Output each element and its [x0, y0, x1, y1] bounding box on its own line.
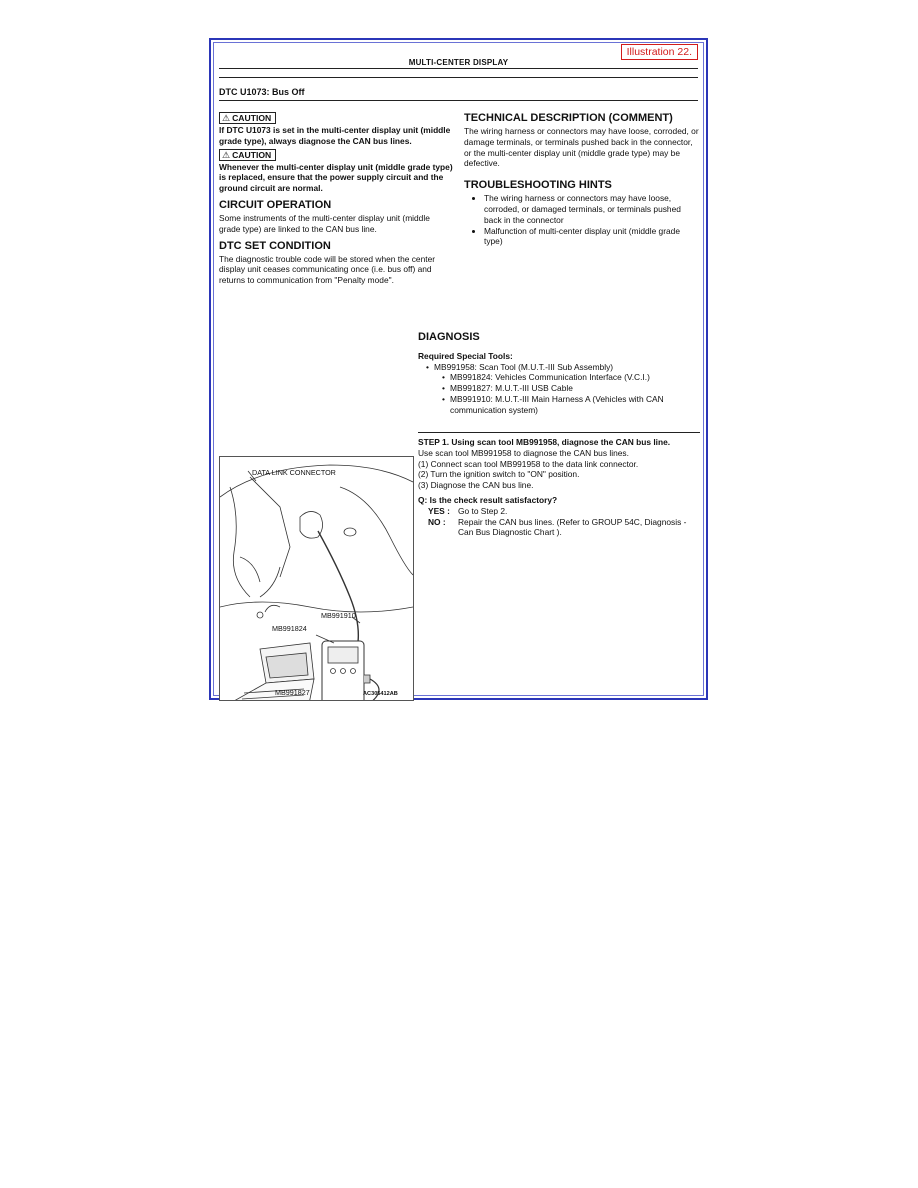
list-item: • MB991824: Vehicles Communication Interface (V.C.I.)	[450, 372, 700, 383]
yes-label: YES :	[428, 505, 450, 516]
step-1-title: STEP 1. Using scan tool MB991958, diagnose the CAN bus line.	[418, 437, 671, 447]
technical-description-text: The wiring harness or connectors may have loose, corroded, or damage terminals, or terminals pushed back in the connector, or the multi-center display unit (middle grade type) may be defective.	[464, 126, 699, 169]
caution-label-2: ⚠ CAUTION	[219, 149, 276, 161]
diagnosis-section	[418, 332, 700, 416]
step-1-substep: (2) Turn the ignition switch to "ON" position.	[418, 469, 580, 480]
right-column	[464, 112, 700, 247]
scan-tool-connection-figure	[219, 456, 414, 701]
document-frame	[209, 38, 708, 700]
troubleshooting-hints-list	[464, 193, 700, 247]
vci-screen	[328, 647, 358, 663]
step-1-question: Q: Is the check result satisfactory?	[418, 494, 558, 505]
main-harness-cable	[318, 531, 358, 642]
dtc-set-condition-text: The diagnostic trouble code will be stored when the center display unit ceases communicating once (i.e. bus off) and returns to communication from "Penalty mode".	[219, 253, 436, 286]
step-1-block	[418, 432, 700, 538]
trim-line	[340, 487, 413, 575]
steering-column-line	[250, 477, 290, 577]
troubleshooting-hints-heading: TROUBLESHOOTING HINTS	[464, 179, 612, 192]
mb991910-label: MB991910	[321, 611, 356, 620]
yes-text: Go to Step 2.	[458, 505, 508, 516]
list-item: • MB991958: Scan Tool (M.U.T.-III Sub Assembly) • MB991824: Vehicles Communication Interface (V.C.I.) • MB991827: M.U.T.-III USB Cable • MB991910: M.U.T.-III Main Harness A (Vehicles with CAN communication system)	[434, 362, 700, 416]
title-rule	[219, 100, 698, 101]
required-tools-label: Required Special Tools:	[418, 350, 513, 361]
circuit-operation-text: Some instruments of the multi-center display unit (middle grade type) are linked to the CAN bus line.	[219, 212, 430, 234]
technical-description-heading: TECHNICAL DESCRIPTION (COMMENT)	[464, 112, 673, 124]
list-item: • The wiring harness or connectors may have loose, corroded, or damaged terminals, or terminals pushed back in the connector	[484, 193, 700, 225]
list-item: • Malfunction of multi-center display unit (middle grade type)	[484, 226, 700, 248]
caution-label-1: ⚠ CAUTION	[219, 112, 276, 124]
section-title: MULTI-CENTER DISPLAY	[408, 58, 509, 67]
no-label: NO :	[428, 516, 446, 527]
step-1-intro: Use scan tool MB991958 to diagnose the CAN bus lines.	[418, 447, 629, 458]
data-link-connector-label: DATA LINK CONNECTOR	[252, 468, 336, 477]
dashboard-panel-line	[230, 487, 250, 597]
caution-text-1: If DTC U1073 is set in the multi-center display unit (middle grade type), always diagnose the CAN bus lines.	[219, 125, 451, 146]
caution-text-2: Whenever the multi-center display unit (middle grade type) is replaced, ensure that the power supply circuit and the ground circuit are normal.	[219, 161, 453, 194]
bolt-outline	[344, 528, 356, 536]
dtc-set-condition-heading: DTC SET CONDITION	[219, 239, 331, 252]
step-1-substep: (1) Connect scan tool MB991958 to the data link connector.	[418, 458, 639, 469]
tools-list	[418, 362, 700, 416]
floor-line	[220, 602, 413, 612]
no-answer	[428, 517, 700, 539]
header-rule	[219, 77, 698, 78]
warning-triangle-icon: ⚠	[222, 149, 231, 160]
list-item: • MB991827: M.U.T.-III USB Cable	[450, 383, 700, 394]
figure-code: AC305412AB	[363, 691, 398, 697]
illustration-badge: Illustration 22.	[621, 44, 698, 60]
diagnosis-heading: DIAGNOSIS	[418, 331, 480, 343]
mb991827-label: MB991827	[275, 688, 310, 697]
dtc-title: DTC U1073: Bus Off	[219, 87, 305, 97]
figure-drawing	[220, 457, 413, 700]
no-text: Repair the CAN bus lines. (Refer to GROUP 54C, Diagnosis - Can Bus Diagnostic Chart ).	[458, 516, 687, 538]
list-item: • MB991910: M.U.T.-III Main Harness A (Vehicles with CAN communication system)	[450, 394, 700, 416]
document-header	[219, 46, 698, 69]
mb991824-label: MB991824	[272, 624, 307, 633]
sub-tools-list	[434, 372, 700, 415]
yes-answer	[428, 506, 700, 517]
left-column	[219, 112, 453, 286]
circuit-operation-heading: CIRCUIT OPERATION	[219, 198, 332, 211]
step-1-substep: (3) Diagnose the CAN bus line.	[418, 480, 534, 491]
warning-triangle-icon: ⚠	[222, 113, 231, 123]
